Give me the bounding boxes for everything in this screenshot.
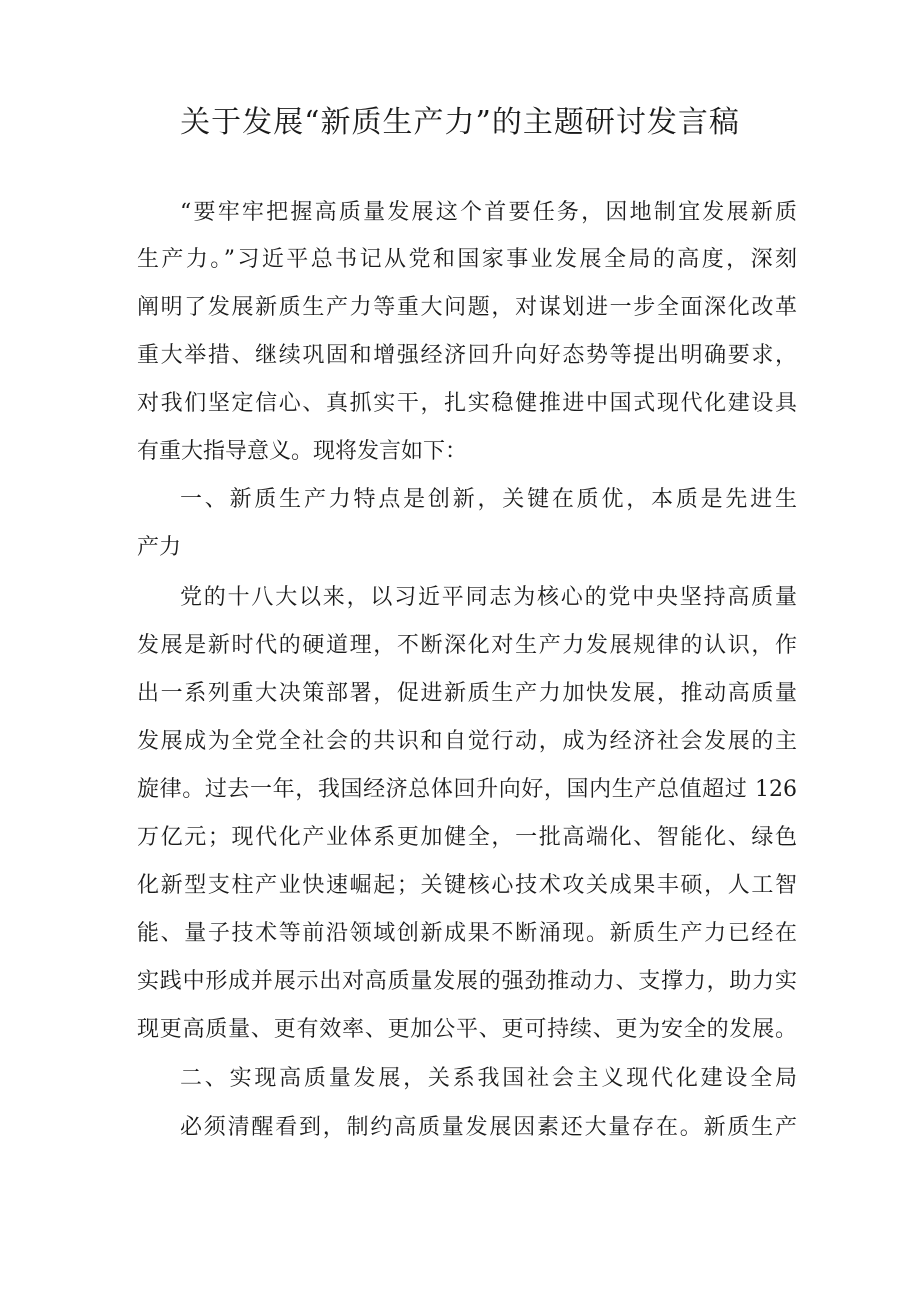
paragraph-line: 重大举措、继续巩固和增强经济回升向好态势等提出明确要求， (137, 343, 797, 368)
paragraph-line: 万亿元；现代化产业体系更加健全，一批高端化、智能化、绿色 (137, 825, 797, 850)
paragraph-line: 现更高质量、更有效率、更加公平、更可持续、更为安全的发展。 (137, 1017, 797, 1042)
paragraph-line: 出一系列重大决策部署，促进新质生产力加快发展，推动高质量 (137, 681, 797, 706)
paragraph-line: 对我们坚定信心、真抓实干，扎实稳健推进中国式现代化建设具 (137, 391, 797, 416)
paragraph-line: 实践中形成并展示出对高质量发展的强劲推动力、支撑力，助力实 (137, 969, 797, 994)
paragraph-line: 党的十八大以来，以习近平同志为核心的党中央坚持高质量 (180, 585, 797, 610)
section-heading-line: 二、实现高质量发展，关系我国社会主义现代化建设全局 (180, 1066, 797, 1091)
paragraph-line: 必须清醒看到，制约高质量发展因素还大量存在。新质生产 (180, 1115, 797, 1140)
section-heading-line: 产力 (137, 535, 182, 560)
paragraph-line: “要牢牢把握高质量发展这个首要任务，因地制宜发展新质 (180, 200, 797, 225)
paragraph-line: 发展是新时代的硬道理，不断深化对生产力发展规律的认识，作 (137, 633, 797, 658)
paragraph-line: 生产力。”习近平总书记从党和国家事业发展全局的高度，深刻 (137, 247, 797, 272)
paragraph-line: 化新型支柱产业快速崛起；关键核心技术攻关成果丰硕，人工智 (137, 873, 797, 898)
paragraph-line: 旋律。过去一年，我国经济总体回升向好，国内生产总值超过 126 (137, 777, 797, 802)
paragraph-line: 有重大指导意义。现将发言如下： (137, 439, 468, 464)
paragraph-line: 发展成为全党全社会的共识和自觉行动，成为经济社会发展的主 (137, 729, 797, 754)
section-heading-line: 一、新质生产力特点是创新，关键在质优，本质是先进生 (180, 487, 797, 512)
document-title: 关于发展“新质生产力”的主题研讨发言稿 (180, 105, 740, 140)
paragraph-line: 阐明了发展新质生产力等重大问题，对谋划进一步全面深化改革 (137, 295, 797, 320)
paragraph-line: 能、量子技术等前沿领域创新成果不断涌现。新质生产力已经在 (137, 921, 797, 946)
